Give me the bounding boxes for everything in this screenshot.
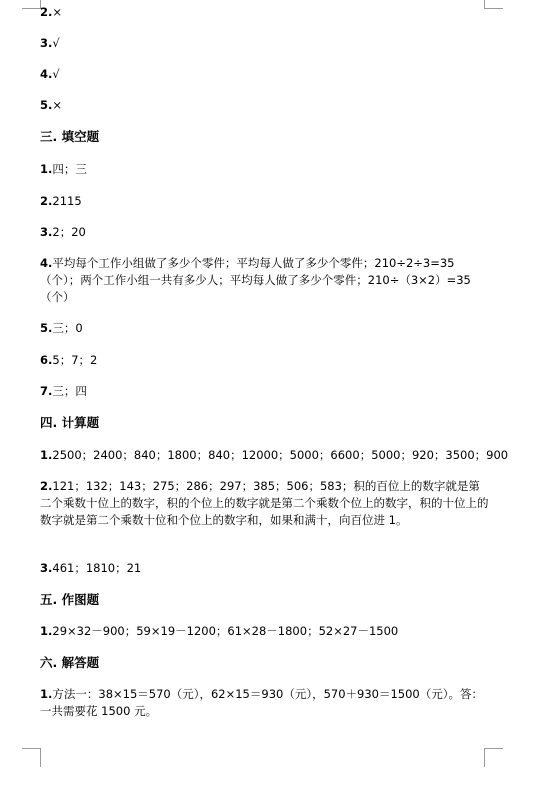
answer-line: 3.461；1810；21	[40, 561, 142, 575]
section-heading: 六. 解答题	[40, 655, 100, 670]
answer-line: 4.√	[40, 67, 60, 81]
answer-line: 5.×	[40, 98, 63, 112]
answer-paragraph: 2.121；132；143；275；286；297；385；506；583；积的百位上的数字就是第二个乘数十位上的数字，积的个位上的数字就是第二个乘数个位上的数字，积的十位上的数字就是第二个乘数十位和个位上的数字和，如果和满十，向百位进 1。	[40, 479, 489, 527]
answer-line: 3.√	[40, 36, 60, 50]
crop-mark-bottom-right	[484, 748, 503, 767]
section-heading: 五. 作图题	[40, 592, 100, 607]
answer-line: 1.2500；2400；840；1800；840；12000；5000；6600；5000；920；3500；900	[40, 448, 509, 462]
answer-paragraph: 1.方法一：38×15＝570（元），62×15＝930（元），570＋930＝1500（元）。答：一共需要花 1500 元。	[40, 687, 483, 718]
crop-mark-top-left	[22, 0, 41, 9]
crop-mark-bottom-left	[22, 748, 41, 767]
answer-line: 2.2115	[40, 194, 82, 208]
answer-line: 1.四；三	[40, 162, 87, 176]
answer-line: 1.29×32－900；59×19－1200；61×28－1800；52×27－1500	[40, 624, 399, 638]
section-heading: 四. 计算题	[40, 415, 100, 430]
crop-mark-top-right	[484, 0, 503, 9]
section-heading: 三. 填空题	[40, 129, 100, 144]
answer-line: 2.×	[40, 5, 63, 19]
answer-paragraph: 4.平均每个工作小组做了多少个零件；平均每人做了多少个零件；210÷2÷3=35（个）；两个工作小组一共有多少人；平均每人做了多少个零件；210÷（3×2）=35（个）	[40, 256, 471, 304]
answer-line: 3.2；20	[40, 225, 86, 239]
answer-line: 7.三；四	[40, 384, 87, 398]
answer-line: 5.三；0	[40, 321, 83, 335]
answer-line: 6.5；7；2	[40, 353, 98, 367]
